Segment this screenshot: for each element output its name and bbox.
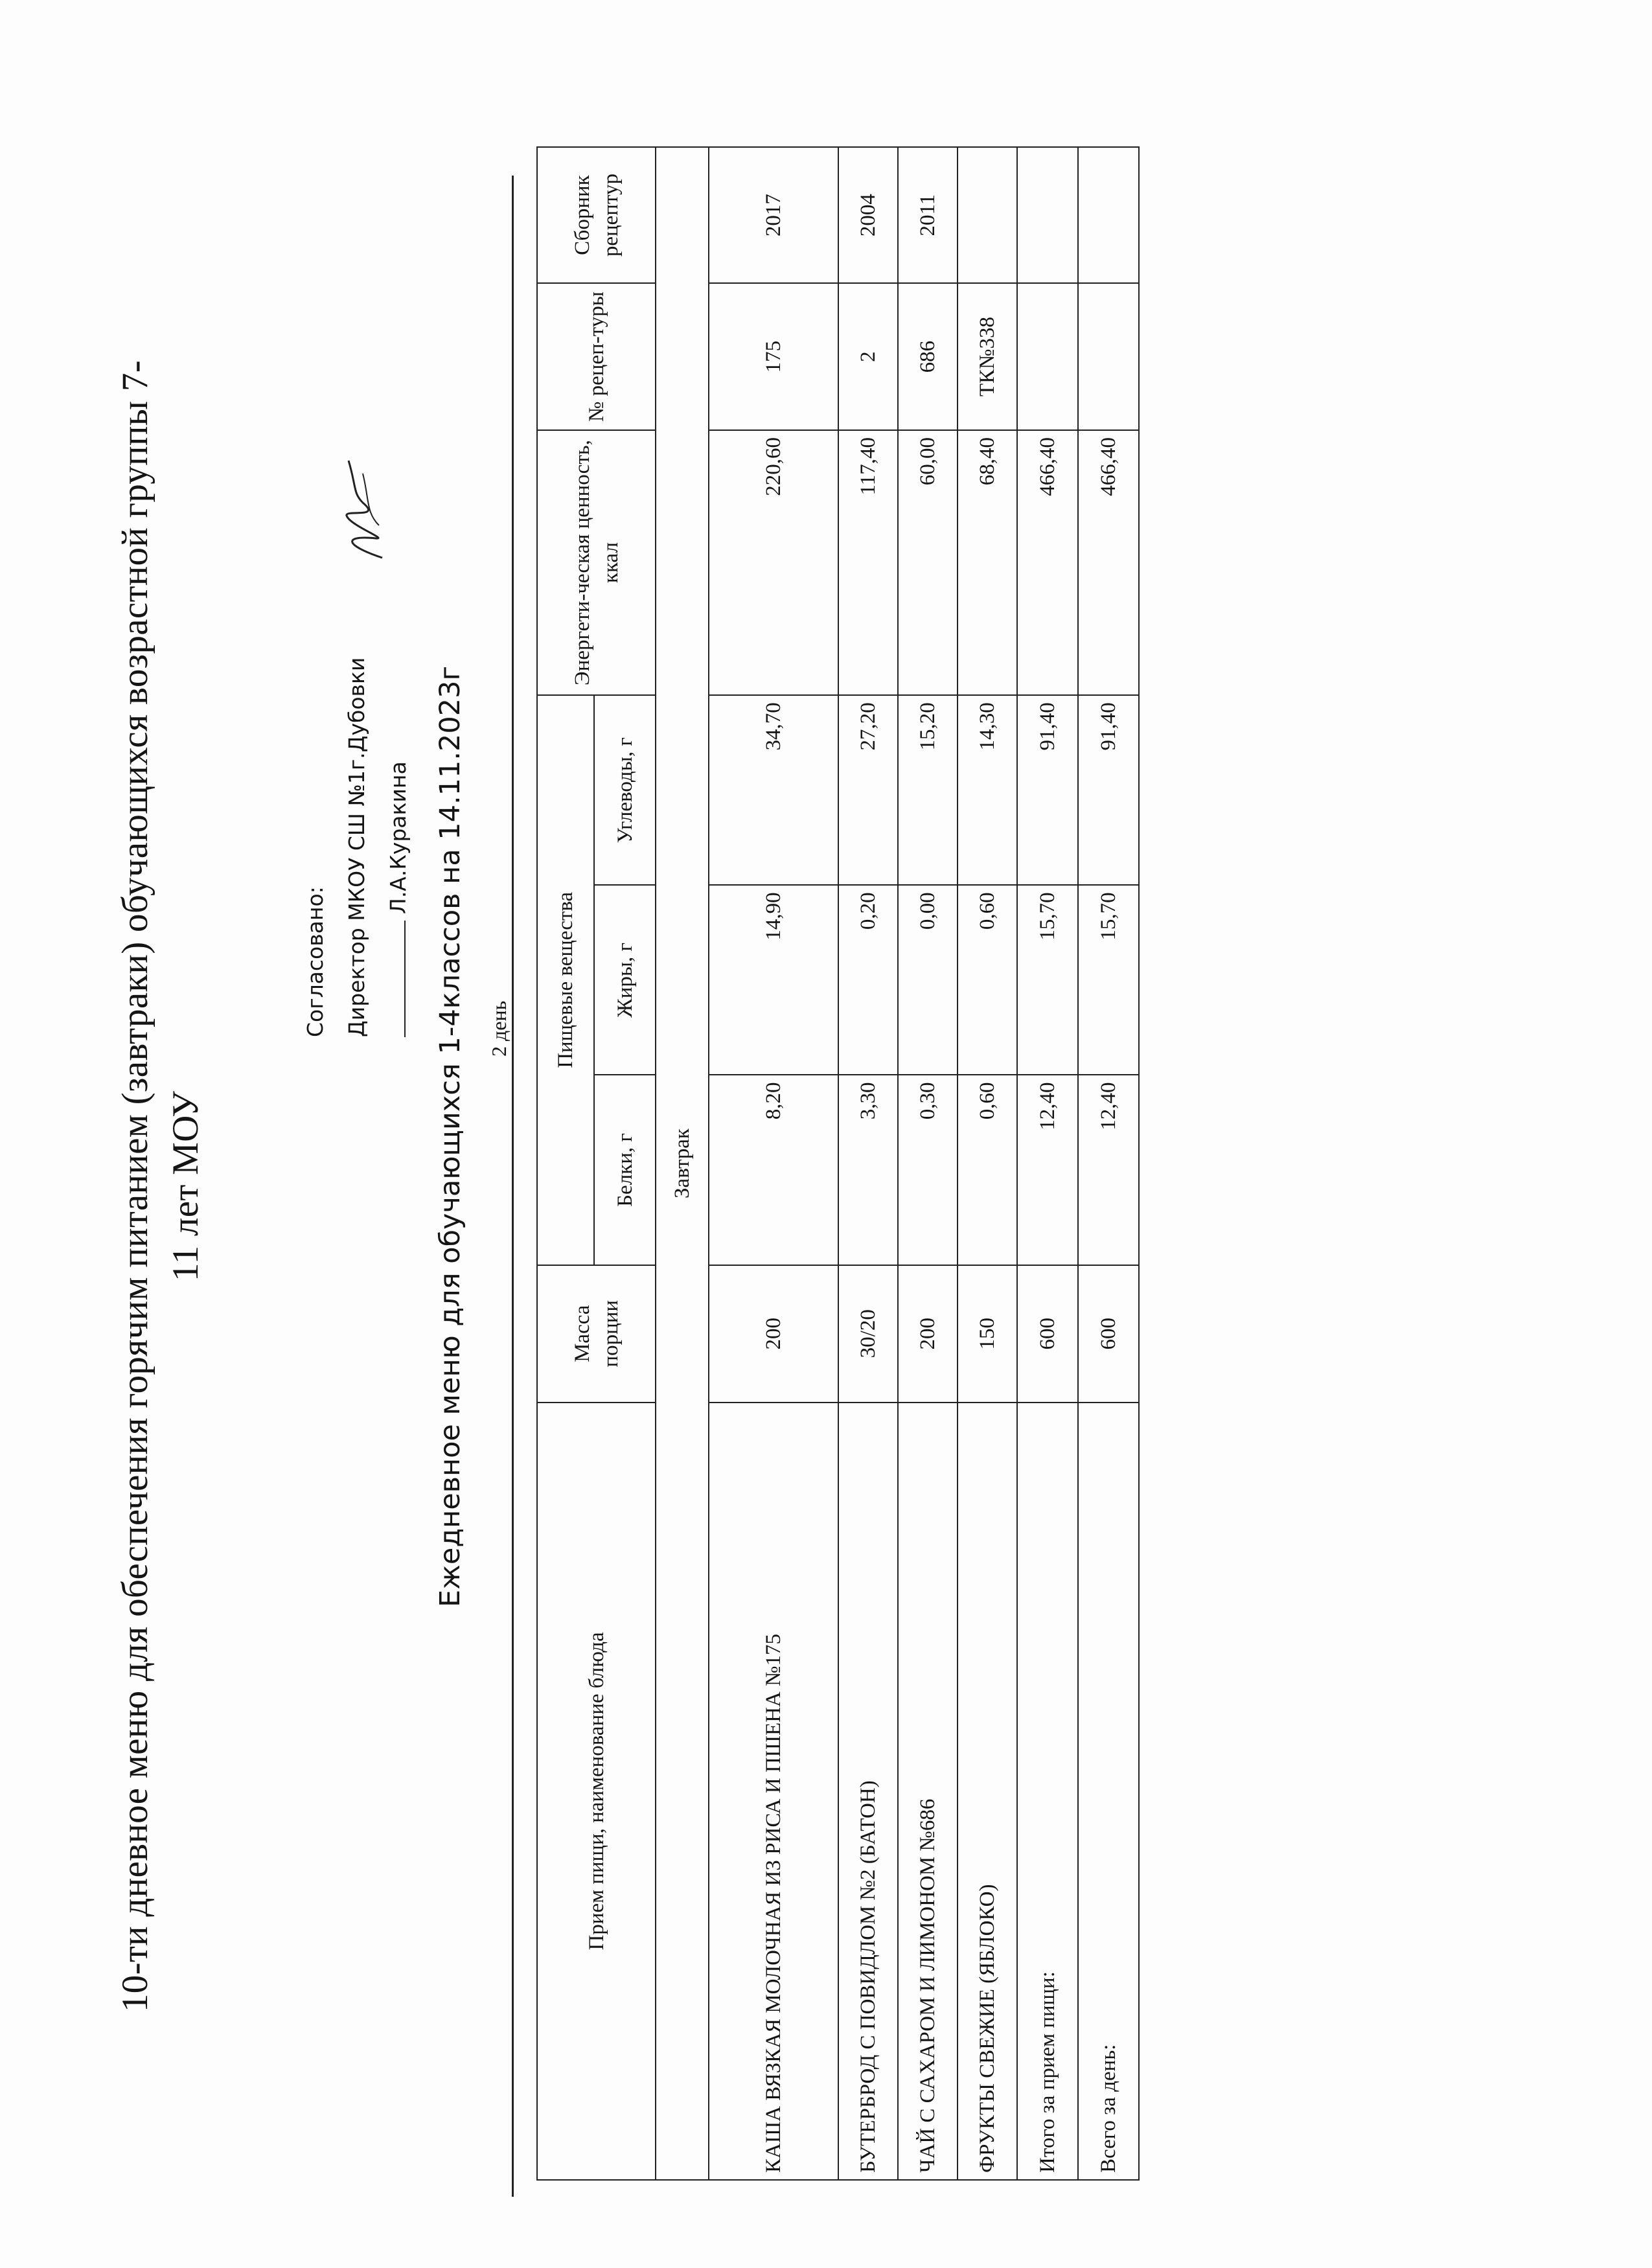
table-row bbox=[838, 147, 898, 2180]
cell-fat: 0,00 bbox=[898, 885, 958, 1075]
meal-total-energy: 466,40 bbox=[1017, 430, 1078, 695]
handwritten-signature-icon bbox=[337, 454, 395, 564]
approval-name: Л.А.Куракина bbox=[385, 761, 411, 914]
cell-recipe-no: 175 bbox=[709, 283, 838, 430]
approval-position: Директор МКОУ СШ №1г.Дубовки bbox=[344, 657, 369, 1037]
day-total-empty-cell bbox=[1078, 147, 1139, 283]
cell-energy: 117,40 bbox=[838, 430, 898, 695]
day-total-carbs: 91,40 bbox=[1078, 695, 1139, 885]
cell-collection: 2017 bbox=[709, 147, 838, 283]
cell-mass: 150 bbox=[958, 1265, 1017, 1403]
meal-total-protein: 12,40 bbox=[1017, 1075, 1078, 1265]
meal-total-empty-cell bbox=[1017, 147, 1078, 283]
table-row bbox=[898, 147, 958, 2180]
cell-energy: 68,40 bbox=[958, 430, 1017, 695]
table-row bbox=[958, 147, 1017, 2180]
header-nutrients: Пищевые вещества bbox=[537, 695, 594, 1265]
header-recipe-no: № рецеп-туры bbox=[537, 283, 656, 430]
cell-name: ЧАЙ С САХАРОМ И ЛИМОНОМ №686 bbox=[898, 1403, 958, 2180]
day-total-protein: 12,40 bbox=[1078, 1075, 1139, 1265]
header-collection: Сборник рецептур bbox=[537, 147, 656, 283]
cell-carbs: 27,20 bbox=[838, 695, 898, 885]
table-header-row bbox=[537, 147, 594, 2180]
cell-name: БУТЕРБРОД С ПОВИДЛОМ №2 (БАТОН) bbox=[838, 1403, 898, 2180]
cell-name: КАША ВЯЗКАЯ МОЛОЧНАЯ ИЗ РИСА И ПШЕНА №175 bbox=[709, 1403, 838, 2180]
cell-collection bbox=[958, 147, 1017, 283]
section-row bbox=[656, 147, 709, 2180]
cell-carbs: 34,70 bbox=[709, 695, 838, 885]
header-carbs: Углеводы, г bbox=[594, 695, 656, 885]
meal-total-fat: 15,70 bbox=[1017, 885, 1078, 1075]
day-total-energy: 466,40 bbox=[1078, 430, 1139, 695]
menu-subtitle: Ежедневное меню для обучающихся 1-4классов на 14.11.2023г bbox=[434, 665, 466, 1607]
divider bbox=[512, 176, 514, 2197]
cell-carbs: 14,30 bbox=[958, 695, 1017, 885]
cell-collection: 2011 bbox=[898, 147, 958, 283]
day-total-empty-cell bbox=[1078, 283, 1139, 430]
cell-energy: 220,60 bbox=[709, 430, 838, 695]
approval-label: Согласовано: bbox=[303, 886, 328, 1037]
meal-total-mass: 600 bbox=[1017, 1265, 1078, 1403]
section-breakfast: Завтрак bbox=[656, 147, 709, 2180]
meal-total-row bbox=[1017, 147, 1078, 2180]
header-fat: Жиры, г bbox=[594, 885, 656, 1075]
cell-protein: 8,20 bbox=[709, 1075, 838, 1265]
menu-table bbox=[536, 146, 1140, 2181]
cell-carbs: 15,20 bbox=[898, 695, 958, 885]
cell-collection: 2004 bbox=[838, 147, 898, 283]
header-protein: Белки, г bbox=[594, 1075, 656, 1265]
cell-mass: 200 bbox=[709, 1265, 838, 1403]
cell-protein: 3,30 bbox=[838, 1075, 898, 1265]
cell-fat: 0,60 bbox=[958, 885, 1017, 1075]
document-title bbox=[110, 176, 211, 2197]
meal-total-empty-cell bbox=[1017, 283, 1078, 430]
header-energy: Энергети-ческая ценность, ккал bbox=[537, 430, 656, 695]
cell-name: ФРУКТЫ СВЕЖИЕ (ЯБЛОКО) bbox=[958, 1403, 1017, 2180]
cell-recipe-no: 686 bbox=[898, 283, 958, 430]
day-total-row bbox=[1078, 147, 1139, 2180]
header-name: Прием пищи, наименование блюда bbox=[537, 1403, 656, 2180]
cell-protein: 0,30 bbox=[898, 1075, 958, 1265]
header-mass: Масса порции bbox=[537, 1265, 656, 1403]
document-title-line-1: 10-ти дневное меню для обеспечения горячим питанием (завтраки) обучающихся возрастной группы 7- bbox=[115, 360, 155, 2013]
cell-recipe-no: ТК№338 bbox=[958, 283, 1017, 430]
day-label: 2 день bbox=[487, 1000, 511, 1057]
cell-mass: 200 bbox=[898, 1265, 958, 1403]
document-title-line-2: 11 лет МОУ bbox=[165, 1090, 206, 1282]
cell-mass: 30/20 bbox=[838, 1265, 898, 1403]
day-total-label: Всего за день: bbox=[1078, 1403, 1139, 2180]
cell-energy: 60,00 bbox=[898, 430, 958, 695]
day-total-mass: 600 bbox=[1078, 1265, 1139, 1403]
approval-signer bbox=[378, 658, 419, 1037]
cell-recipe-no: 2 bbox=[838, 283, 898, 430]
meal-total-carbs: 91,40 bbox=[1017, 695, 1078, 885]
table-row bbox=[709, 147, 838, 2180]
day-total-fat: 15,70 bbox=[1078, 885, 1139, 1075]
cell-fat: 0,20 bbox=[838, 885, 898, 1075]
approval-block bbox=[295, 658, 419, 1037]
signature-line bbox=[404, 921, 406, 1037]
cell-fat: 14,90 bbox=[709, 885, 838, 1075]
cell-protein: 0,60 bbox=[958, 1075, 1017, 1265]
meal-total-label: Итого за прием пищи: bbox=[1017, 1403, 1078, 2180]
